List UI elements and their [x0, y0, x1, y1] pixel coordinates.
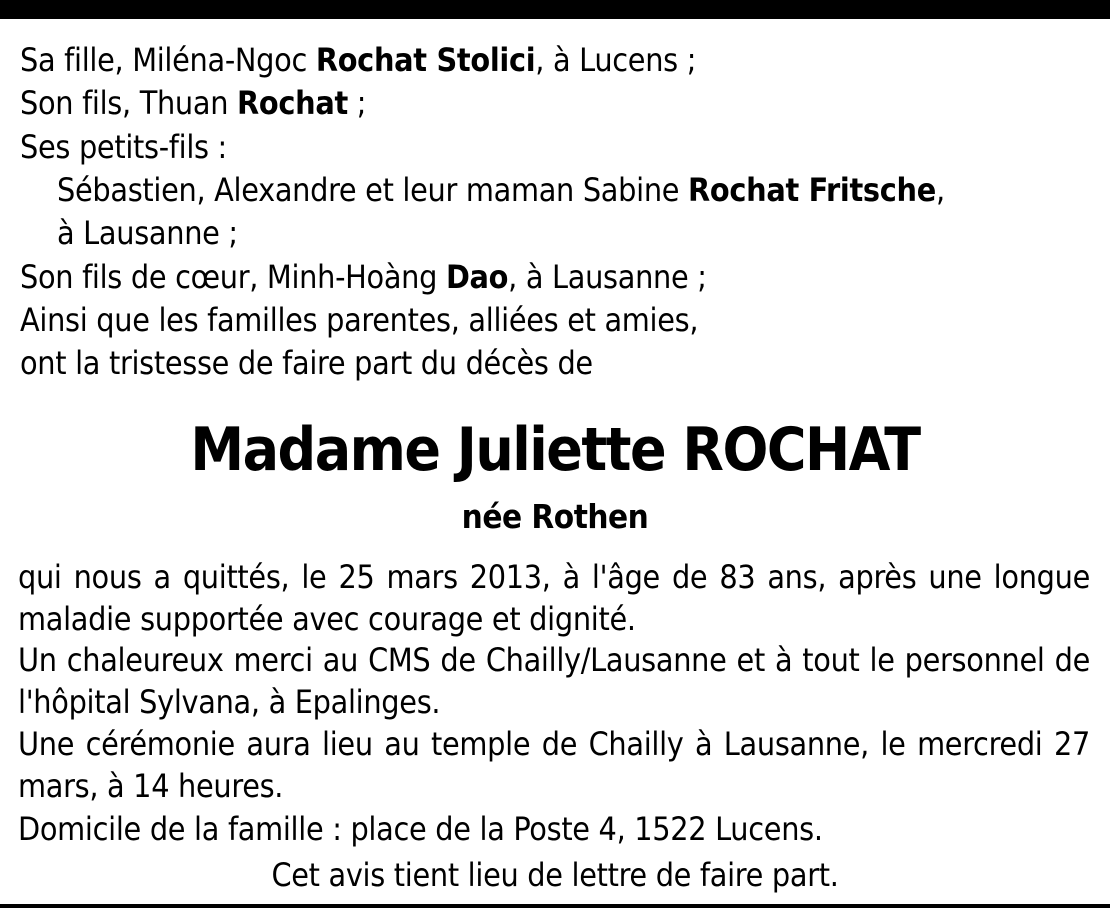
- son-punctuation: ;: [347, 84, 367, 122]
- family-line-heart-son: [20, 257, 707, 297]
- grandsons-surname: Rochat Fritsche: [688, 171, 936, 209]
- grandsons-label: Ses petits-fils :: [20, 128, 227, 166]
- heart-son-text: Son fils de cœur, Minh-Hoàng: [20, 258, 446, 296]
- domicile-paragraph: Domicile de la famille : place de la Poste 4, 1522 Lucens.: [18, 810, 823, 848]
- deceased-name: Madame Juliette ROCHAT: [190, 415, 920, 485]
- maiden-name: née Rothen: [461, 497, 649, 536]
- son-surname: Rochat: [237, 84, 348, 122]
- announcement-line: ont la tristesse de faire part du décès de: [20, 344, 593, 382]
- family-line-son: [20, 83, 366, 123]
- families-line: Ainsi que les familles parentes, alliées et amies,: [20, 301, 699, 339]
- thanks-paragraph: Un chaleureux merci au CMS de Chailly/Lausanne et à tout le personnel de l'hôpital Sylvana, à Epalinges.: [18, 641, 1090, 721]
- daughter-place: , à Lucens ;: [535, 41, 697, 79]
- daughter-text: Sa fille, Miléna-Ngoc: [20, 41, 316, 79]
- heart-son-surname: Dao: [445, 258, 509, 296]
- family-line-grandsons: [57, 170, 945, 210]
- grandsons-punctuation: ,: [935, 171, 945, 209]
- closing-note: Cet avis tient lieu de lettre de faire part.: [271, 856, 839, 894]
- son-text: Son fils, Thuan: [20, 84, 237, 122]
- family-line-daughter: [20, 40, 696, 80]
- ceremony-paragraph: Une cérémonie aura lieu au temple de Chailly à Lausanne, le mercredi 27 mars, à 14 heures.: [18, 725, 1090, 805]
- grandsons-place: à Lausanne ;: [57, 214, 238, 252]
- top-border-rule: [0, 0, 1110, 19]
- grandsons-text: Sébastien, Alexandre et leur maman Sabine: [57, 171, 689, 209]
- heart-son-place: , à Lausanne ;: [508, 258, 707, 296]
- bottom-border-rule: [0, 904, 1110, 908]
- death-paragraph: qui nous a quittés, le 25 mars 2013, à l'âge de 83 ans, après une longue maladie supportée avec courage et dignité.: [18, 558, 1090, 638]
- daughter-surname: Rochat Stolici: [315, 41, 536, 79]
